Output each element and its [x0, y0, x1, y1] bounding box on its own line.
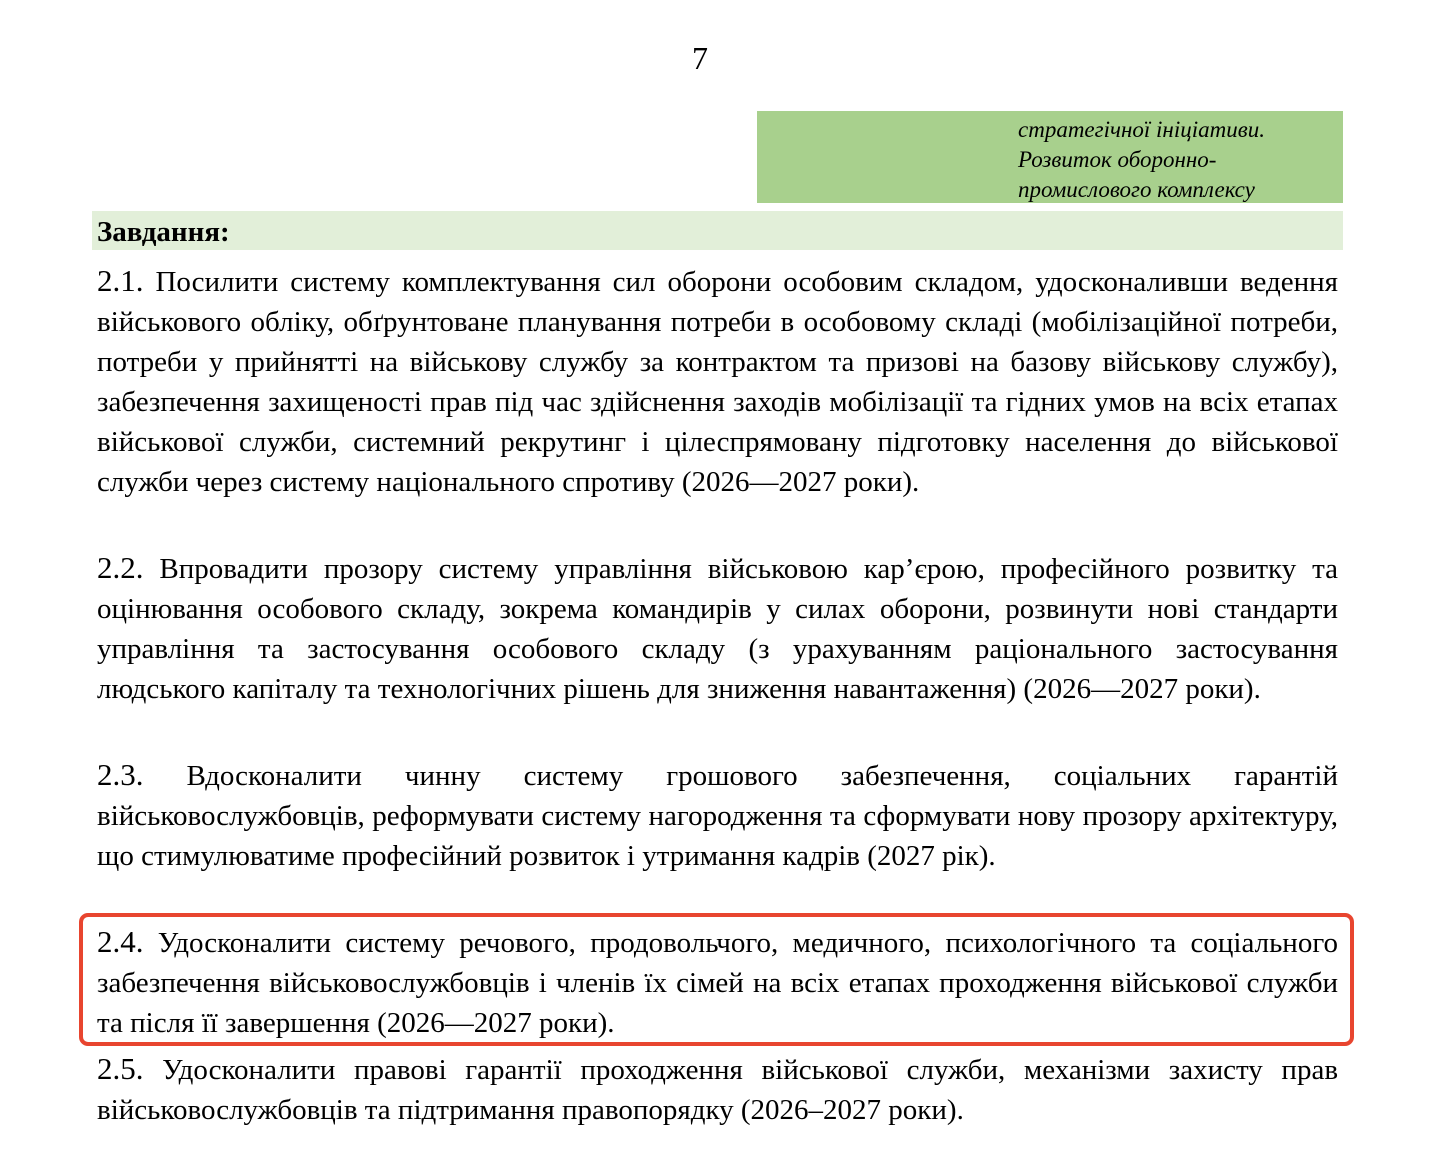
task-number: 2.2.	[97, 550, 144, 585]
initiative-line: Розвиток оборонно-	[1018, 147, 1217, 172]
task-number: 2.5.	[97, 1051, 144, 1086]
task-text: Посилити систему комплектування сил оборони особовим складом, удосконаливши ведення військового обліку, обґрунтоване планування потреби в особовому складі (мобілізаційної потреби, потреби у прийнятті на військову службу за контрактом та призові на базову військову службу), забезпечення захищеності прав під час здійснення заходів мобілізації та гідних умов на всіх етапах військової служби, системний рекрутинг і цілеспрямовану підготовку населення до військової служби через систему національного спротиву (2026—2027 роки).	[97, 266, 1339, 498]
tasks-heading: Завдання:	[92, 211, 1343, 250]
task-number: 2.3.	[97, 757, 144, 792]
task-text: Удосконалити правові гарантії проходження військової служби, механізми захисту прав військовослужбовців та підтримання правопорядку (2026–2027 роки).	[97, 1054, 1339, 1126]
task-text: Удосконалити систему речового, продовольчого, медичного, психологічного та соціального забезпечення військовослужбовців і членів їх сімей на всіх етапах проходження військової служби та після її завершення (2026—2027 роки).	[97, 927, 1338, 1039]
task-number: 2.1.	[97, 263, 144, 298]
task-item	[97, 755, 1338, 876]
strategic-initiative-cell	[757, 111, 1343, 203]
page-number: 7	[692, 40, 708, 76]
initiative-line: стратегічної ініціативи.	[1018, 117, 1265, 142]
task-text: Вдосконалити чинну систему грошового забезпечення, соціальних гарантій військовослужбовців, реформувати систему нагородження та сформувати нову прозору архітектуру, що стимулюватиме професійний розвиток і утримання кадрів (2027 рік).	[97, 760, 1339, 872]
task-text: Впровадити прозору систему управління військовою кар’єрою, професійного розвитку та оцінювання особового складу, зокрема командирів у силах оборони, розвинути нові стандарти управління та застосування особового складу (з урахуванням раціонального застосування людського капіталу та технологічних рішень для зниження навантаження) (2026—2027 роки).	[97, 553, 1338, 705]
initiative-line: промислового комплексу	[1018, 177, 1255, 202]
task-number: 2.4.	[97, 924, 144, 959]
task-item	[97, 548, 1338, 709]
highlight-frame	[79, 913, 1354, 1046]
task-item	[97, 1049, 1338, 1130]
task-item	[97, 261, 1338, 502]
